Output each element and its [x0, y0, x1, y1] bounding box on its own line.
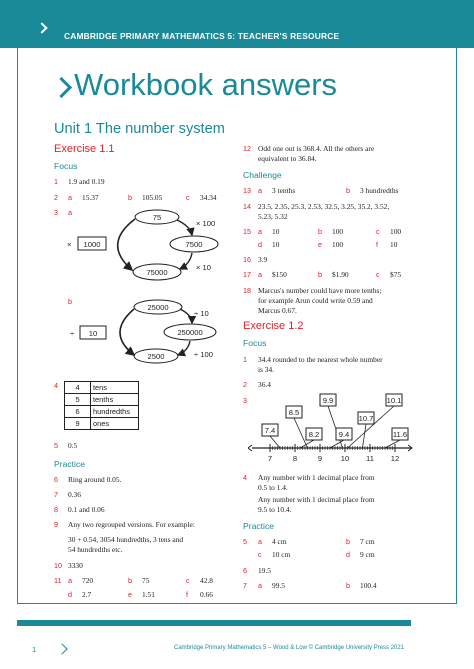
number-line-label: 8.5 — [288, 408, 300, 417]
diagram-label: 250000 — [177, 328, 203, 337]
part-label: a — [258, 186, 262, 195]
part-label: d — [258, 240, 262, 249]
number-line-tick-label: 9 — [317, 454, 323, 463]
part-label: f — [186, 590, 188, 599]
number-line-label: 10.7 — [358, 414, 374, 423]
header-title: CAMBRIDGE PRIMARY MATHEMATICS 5: TEACHER'S RESOURCE — [64, 31, 340, 41]
part-label: d — [346, 550, 350, 559]
table-row — [65, 394, 139, 406]
multiplication-diagram — [62, 206, 232, 292]
number-line-label: 9.4 — [338, 430, 350, 439]
question-number: 4 — [54, 381, 58, 390]
question-number: 4 — [243, 473, 247, 482]
question-number: 15 — [243, 227, 251, 236]
footer-copyright: Cambridge Primary Mathematics 5 – Wood & Low © Cambridge University Press 2021 — [174, 645, 405, 651]
part-label: b — [318, 227, 322, 236]
part-label: e — [128, 590, 132, 599]
page-number: 1 — [32, 645, 37, 654]
table-row — [65, 406, 139, 418]
part-label: c — [376, 227, 380, 236]
diagram-label: 10 — [88, 329, 98, 338]
question-number: 5 — [243, 537, 247, 546]
answer-text: is 34. — [258, 365, 275, 374]
diagram-label: 75000 — [146, 268, 168, 277]
question-number: 12 — [243, 144, 251, 153]
table-cell: tens — [91, 382, 139, 394]
answer-text: 34.34 — [200, 193, 217, 202]
answer-text: $150 — [272, 270, 287, 279]
answer-text: 42.8 — [200, 576, 213, 585]
answer-text: 9 cm — [360, 550, 375, 559]
answer-text: 19.5 — [258, 566, 271, 575]
answer-text: 1.51 — [142, 590, 155, 599]
part-label: c — [258, 550, 262, 559]
answer-text: 3.9 — [258, 255, 268, 264]
number-line-diagram — [248, 392, 418, 472]
table-cell: 4 — [65, 382, 91, 394]
part-label: b — [346, 581, 350, 590]
table-cell: hundredths — [91, 406, 139, 418]
diagram-label: 7500 — [185, 240, 203, 249]
table-cell: 5 — [65, 394, 91, 406]
number-line-label: 9.9 — [322, 396, 334, 405]
question-number: 2 — [243, 380, 247, 389]
part-label: b — [128, 576, 132, 585]
answer-text: 0.1 and 0.06 — [68, 505, 105, 514]
answer-text: 10 — [272, 240, 280, 249]
number-line-pointer — [363, 424, 367, 448]
question-number: 1 — [243, 355, 247, 364]
question-number: 11 — [54, 576, 62, 585]
answer-text: 7 cm — [360, 537, 375, 546]
part-label: b — [346, 186, 350, 195]
diagram-label: 25000 — [147, 303, 169, 312]
question-number: 10 — [54, 561, 62, 570]
number-line-tick-label: 8 — [292, 454, 298, 463]
footer — [0, 636, 474, 669]
question-number: 13 — [243, 186, 251, 195]
diagram-label: 1000 — [83, 240, 101, 249]
part-label: f — [376, 240, 378, 249]
question-number: 2 — [54, 193, 58, 202]
number-line-pointer — [294, 418, 308, 448]
focus-heading: Focus — [54, 161, 78, 171]
diagram-operator: ÷ 100 — [194, 350, 213, 359]
answer-text: 10 cm — [272, 550, 291, 559]
answer-text: 4 cm — [272, 537, 287, 546]
question-number: 6 — [243, 566, 247, 575]
table-cell: ones — [91, 418, 139, 430]
chevron-right-icon — [36, 22, 47, 33]
answer-text: 23.5, 2.35, 25.3, 2.53, 32.5, 3.25, 35.2, 3.52, — [258, 202, 390, 211]
unit-heading: Unit 1 The number system — [54, 121, 225, 137]
diagram-label: 75 — [152, 213, 162, 222]
number-line-label: 8.2 — [308, 430, 320, 439]
answer-text: Marcus 0.67. — [258, 306, 297, 315]
number-line-label: 7.4 — [264, 426, 276, 435]
table-cell: tenths — [91, 394, 139, 406]
part-label: d — [68, 590, 72, 599]
answer-text: 3330 — [68, 561, 83, 570]
table-row — [65, 382, 139, 394]
exercise-1-1-heading: Exercise 1.1 — [54, 143, 115, 155]
diagram-operator: × 10 — [196, 263, 211, 272]
answer-text: Any number with 1 decimal place from — [258, 495, 375, 504]
number-line-tick-label: 7 — [267, 454, 273, 463]
part-label: c — [376, 270, 380, 279]
part-label: a — [68, 576, 72, 585]
question-number: 8 — [54, 505, 58, 514]
question-number: 18 — [243, 286, 251, 295]
place-value-table — [64, 381, 139, 430]
question-number: 6 — [54, 475, 58, 484]
question-number: 5 — [54, 441, 58, 450]
answer-text: 99.5 — [272, 581, 285, 590]
part-label: e — [318, 240, 322, 249]
part-label: b — [68, 297, 72, 306]
part-label: a — [68, 193, 72, 202]
diagram-operator: ÷ 10 — [194, 309, 209, 318]
answer-text: 1.9 and 0.19 — [68, 177, 105, 186]
answer-text: 105.05 — [142, 193, 163, 202]
answer-text: equivalent to 36.84. — [258, 154, 317, 163]
diagram-operator: ÷ — [70, 329, 75, 338]
question-number: 17 — [243, 270, 251, 279]
answer-text: $1.90 — [332, 270, 349, 279]
answer-text: 2.7 — [82, 590, 92, 599]
answer-text: 5.23, 5.32 — [258, 212, 288, 221]
question-number: 14 — [243, 202, 251, 211]
part-label: b — [318, 270, 322, 279]
answer-text: 100 — [390, 227, 402, 236]
table-cell: 6 — [65, 406, 91, 418]
number-line-tick-label: 12 — [390, 454, 400, 463]
answer-text: Any number with 1 decimal place from — [258, 473, 375, 482]
answer-text: 9.5 to 10.4. — [258, 505, 292, 514]
number-line-label: 10.1 — [386, 396, 402, 405]
part-label: a — [68, 208, 72, 217]
header-bar — [0, 0, 474, 48]
answer-text: 100.4 — [360, 581, 377, 590]
part-label: c — [186, 576, 190, 585]
number-line-tick-label: 10 — [340, 454, 350, 463]
answer-text: 100 — [332, 227, 344, 236]
number-line-label: 11.6 — [392, 430, 408, 439]
answer-text: Ring around 0.05. — [68, 475, 122, 484]
question-number: 1 — [54, 177, 58, 186]
answer-text: 15.37 — [82, 193, 99, 202]
bottom-rule — [17, 620, 411, 626]
question-number: 3 — [243, 396, 247, 405]
answer-text: Odd one out is 368.4. All the others are — [258, 144, 375, 153]
practice-heading: Practice — [54, 459, 86, 469]
division-diagram — [62, 297, 232, 367]
answer-text: 34.4 rounded to the nearest whole number — [258, 355, 383, 364]
answer-text: 720 — [82, 576, 94, 585]
part-label: c — [186, 193, 190, 202]
answer-text: 3 hundredths — [360, 186, 399, 195]
part-label: a — [258, 581, 262, 590]
answer-text: Any two regrouped versions. For example: — [68, 520, 195, 529]
question-number: 3 — [54, 208, 58, 217]
answer-text: 100 — [332, 240, 344, 249]
part-label: a — [258, 227, 262, 236]
answer-text: 3 tenths — [272, 186, 296, 195]
answer-text: 36.4 — [258, 380, 271, 389]
page-title: Workbook answers — [74, 67, 338, 102]
chevron-right-icon — [56, 643, 67, 654]
answer-text: 75 — [142, 576, 150, 585]
question-number: 9 — [54, 520, 58, 529]
part-label: b — [346, 537, 350, 546]
part-label: a — [258, 537, 262, 546]
answer-text: 0.36 — [68, 490, 81, 499]
table-row — [65, 418, 139, 430]
answer-text: 10 — [272, 227, 280, 236]
part-label: a — [258, 270, 262, 279]
challenge-heading: Challenge — [243, 170, 282, 180]
exercise-1-2-heading: Exercise 1.2 — [243, 320, 304, 332]
answer-text: 54 hundredths etc. — [68, 545, 123, 554]
diagram-label: 2500 — [147, 352, 165, 361]
part-label: b — [128, 193, 132, 202]
answer-text: 0.66 — [200, 590, 213, 599]
practice-heading: Practice — [243, 521, 275, 531]
answer-text: for example Arun could write 0.59 and — [258, 296, 373, 305]
table-cell: 9 — [65, 418, 91, 430]
answer-text: 30 + 0.54, 3054 hundredths, 3 tens and — [68, 535, 184, 544]
question-number: 16 — [243, 255, 251, 264]
diagram-operator: × — [67, 240, 72, 249]
question-number: 7 — [54, 490, 58, 499]
diagram-operator: × 100 — [196, 219, 216, 228]
answer-text: $75 — [390, 270, 402, 279]
answer-text: 0.5 — [68, 441, 78, 450]
focus-heading: Focus — [243, 338, 267, 348]
answer-text: 0.5 to 1.4. — [258, 483, 288, 492]
answer-text: 10 — [390, 240, 398, 249]
question-number: 7 — [243, 581, 247, 590]
number-line-tick-label: 11 — [366, 454, 374, 463]
answer-text: Marcus's number could have more tenths; — [258, 286, 382, 295]
